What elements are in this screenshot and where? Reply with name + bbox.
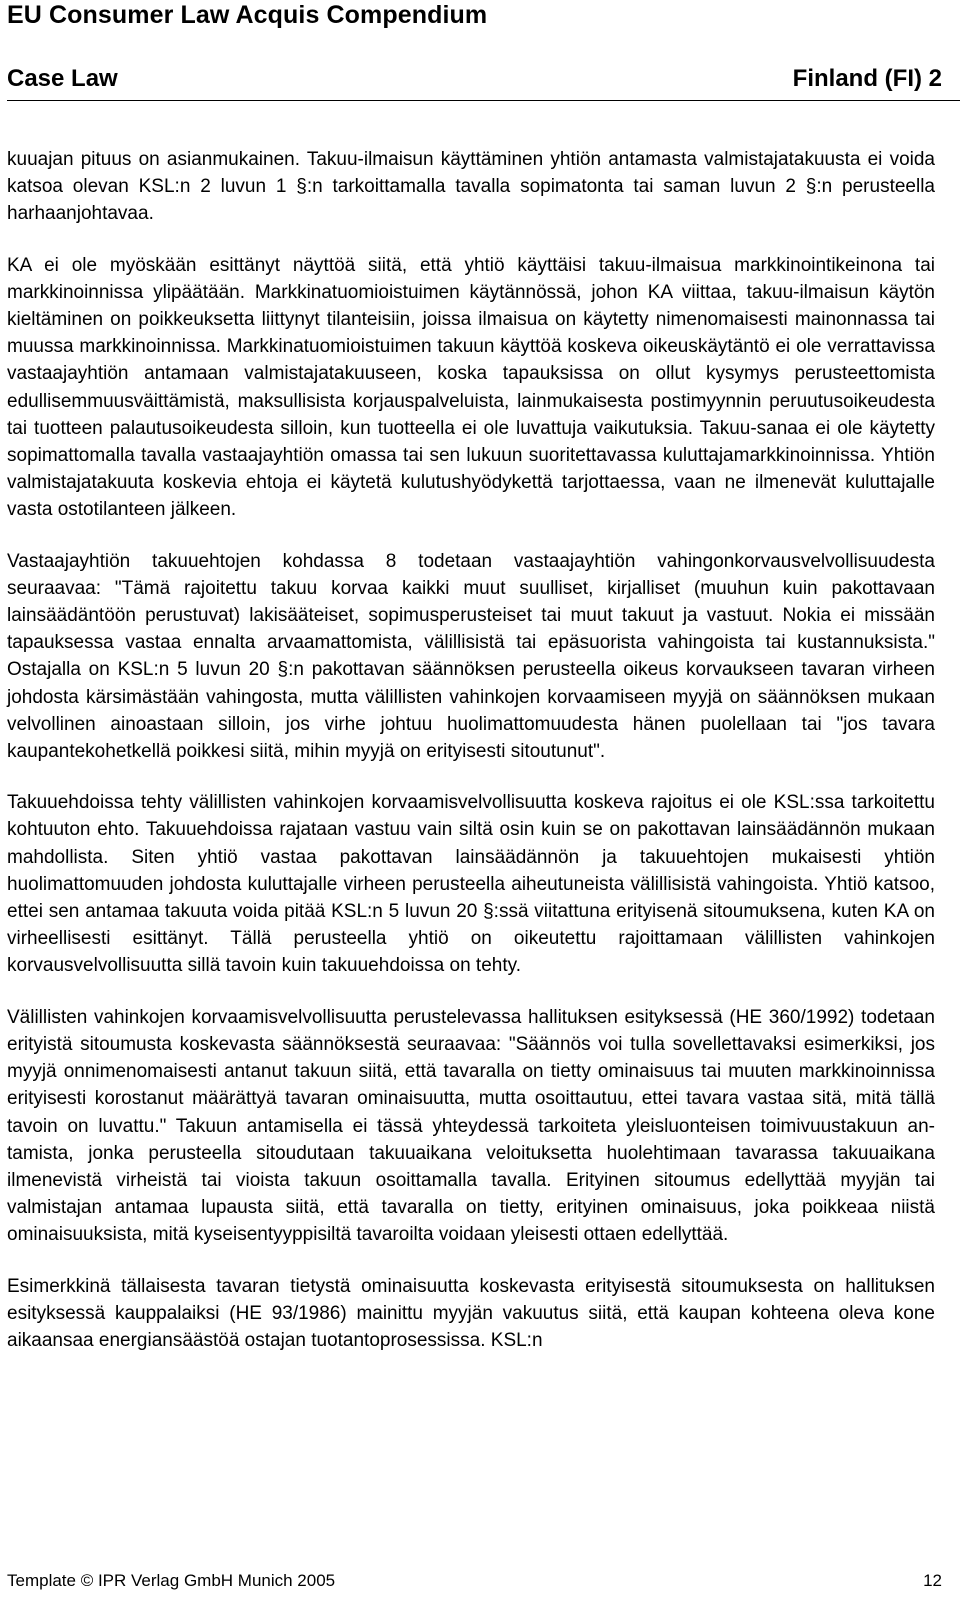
paragraph: Välillisten vahinkojen korvaamisvelvollisuutta perustelevassa hallituksen esityksessä (HE 360/1992) todetaan erityistä sitoumusta koskevasta säännöksestä seuraavaa: "Säännös voi tulla sovellettavaksi esimerkiksi, jos myyjä onnimenomaisesti antanut takuun siitä, että tavaralla on tietty ominaisuus tai muuten markkinoinnissa erityisesti korostanut määrättyä tavaran ominaisuutta, mutta osoittautuu, ettei tavara vastaa sitä, mitä tällä tavoin on luvattu." Takuun antamisella ei tässä yhteydessä tarkoiteta yleisluonteisen toimivuustakuun antamista, jonka perusteella sitoudutaan takuuaikana veloituksetta huolehtimaan tavarassa takuuaikana ilmenevistä virheistä tai vioista takuun osoittamalla tavalla. Erityinen sitoumus edellyttää myyjän tai valmistajan antamaa lupausta siitä, että tavaralla on tietty, erityinen ominaisuus, joka poikkeaa niistä ominaisuuksista, mitä kyseisentyyppisiltä tavaroilta voidaan yleisesti ottaen edellyttää. bbox=[7, 1006, 935, 1246]
footer-copyright: Template © IPR Verlag GmbH Munich 2005 bbox=[7, 1571, 336, 1590]
page-footer bbox=[7, 1569, 942, 1593]
paragraph: Takuuehdoissa tehty välillisten vahinkojen korvaamisvelvollisuutta koskeva rajoitus ei ole KSL:ssa tarkoitettu kohtuuton ehto. Takuuehdoissa rajataan vastuu vain siltä osin kuin se on pakottavan lainsäädännön mukaan mahdollista. Siten yhtiö vastaa pakottavan lainsäädännön ja takuuehtojen mukaisesti yhtiön huolimattomuuden johdosta kuluttajalle virheen perusteella aiheutuneista välillisistä vahingoista. Yhtiö katsoo, ettei sen antamaa takuuta voida pitää KSL:n 5 luvun 20 §:ssä viitattuna erityisenä sitoumuksena, kuten KA on virheellisesti esittänyt. Tällä perusteella yhtiö on oikeutettu rajoittamaan välillisten vahinkojen korvausvelvollisuutta sillä tavoin kuin takuuehdoissa on tehty. bbox=[7, 792, 935, 977]
paragraph: KA ei ole myöskään esittänyt näyttöä siitä, että yhtiö käyttäisi takuu-ilmaisua markkinointikeinona tai markkinoinnissa ylipäätään. Markkinatuomioistuimen käytännössä, johon KA viittaa, takuu-ilmaisun käytön kieltäminen on poikkeuksetta liittynyt tilanteisiin, joissa ilmaisua on käytetty nimenomaisesti mainonnassa tai muussa markkinoinnissa. Markkinatuomioistuimen takuun käyttöä koskeva oikeuskäytäntö ei ole verrattavissa vastaajayhtiön antamaan valmistajatakuuseen, koska tapauksissa on ollut kysymys perusteettomista edullisemmuusväittämistä, maksullisista korjauspalveluista, lainmukaisesta postimyynnin peruutusoikeudesta tai tuotteen palautusoikeudesta silloin, kun tuotteella ei ole luvattuja vaikutuksia. Takuu-sanaa ei ole käytetty sopimattomalla tavalla vastaajayhtiön omassa tai sen lukuun suoritettavassa kuluttajamarkkinoinnissa. Yhtiön valmistajatakuuta koskevia ehtoja ei käytetä kulutushyödykettä tarjottaessa, vaan ne ilmenevät kuluttajalle vasta ostotilanteen jälkeen. bbox=[7, 254, 935, 521]
paragraph: Esimerkkinä tällaisesta tavaran tietystä ominaisuutta koskevasta erityisestä sitoumuksesta on hallituksen esityksessä kauppalaiksi (HE 93/1986) mainittu myyjän vakuutus siitä, että kaupan kohteena oleva kone aikaansaa energiansäästöä ostajan tuotantoprosessissa. KSL:n bbox=[7, 1275, 935, 1351]
document-body bbox=[7, 146, 935, 1378]
header-section: Case Law bbox=[7, 65, 118, 92]
header-country: Finland (FI) 2 bbox=[792, 65, 942, 92]
document-title: EU Consumer Law Acquis Compendium bbox=[7, 1, 488, 29]
page-header bbox=[7, 64, 942, 94]
page-number: 12 bbox=[923, 1571, 942, 1590]
header-divider bbox=[7, 100, 960, 101]
paragraph: kuuajan pituus on asianmukainen. Takuu-ilmaisun käyttäminen yhtiön antamasta valmistajatakuusta ei voida katsoa olevan KSL:n 2 luvun 1 §:n tarkoittamalla tavalla sopimatonta tai saman luvun 2 §:n perusteella harhaanjohtavaa. bbox=[7, 149, 935, 225]
paragraph: Vastaajayhtiön takuuehtojen kohdassa 8 todetaan vastaajayhtiön vahingonkorvausvelvollisuudesta seuraavaa: "Tämä rajoitettu takuu korvaa kaikki muut suulliset, kirjalliset (muuhun kuin pakottavaan lainsäädäntöön perustuvat) lakisääteiset, sopimusperusteiset tai muut takuut ja vastuut. Nokia ei missään tapauksessa vastaa ennalta arvaamattomista, välillisistä tai epäsuorista vahingoista tai kustannuksista." Ostajalla on KSL:n 5 luvun 20 §:n pakottavan säännöksen perusteella oikeus korvaukseen tavaran virheen johdosta kärsimästään vahingosta, mutta välillisten vahinkojen korvaamiseen myyjä on säännöksen mukaan velvollinen ainoastaan silloin, jos virhe johtuu huolimattomuudesta hänen puolellaan tai "jos tavara kaupantekohetkellä poikkesi siitä, mihin myyjä on erityisesti sitoutunut". bbox=[7, 550, 935, 763]
